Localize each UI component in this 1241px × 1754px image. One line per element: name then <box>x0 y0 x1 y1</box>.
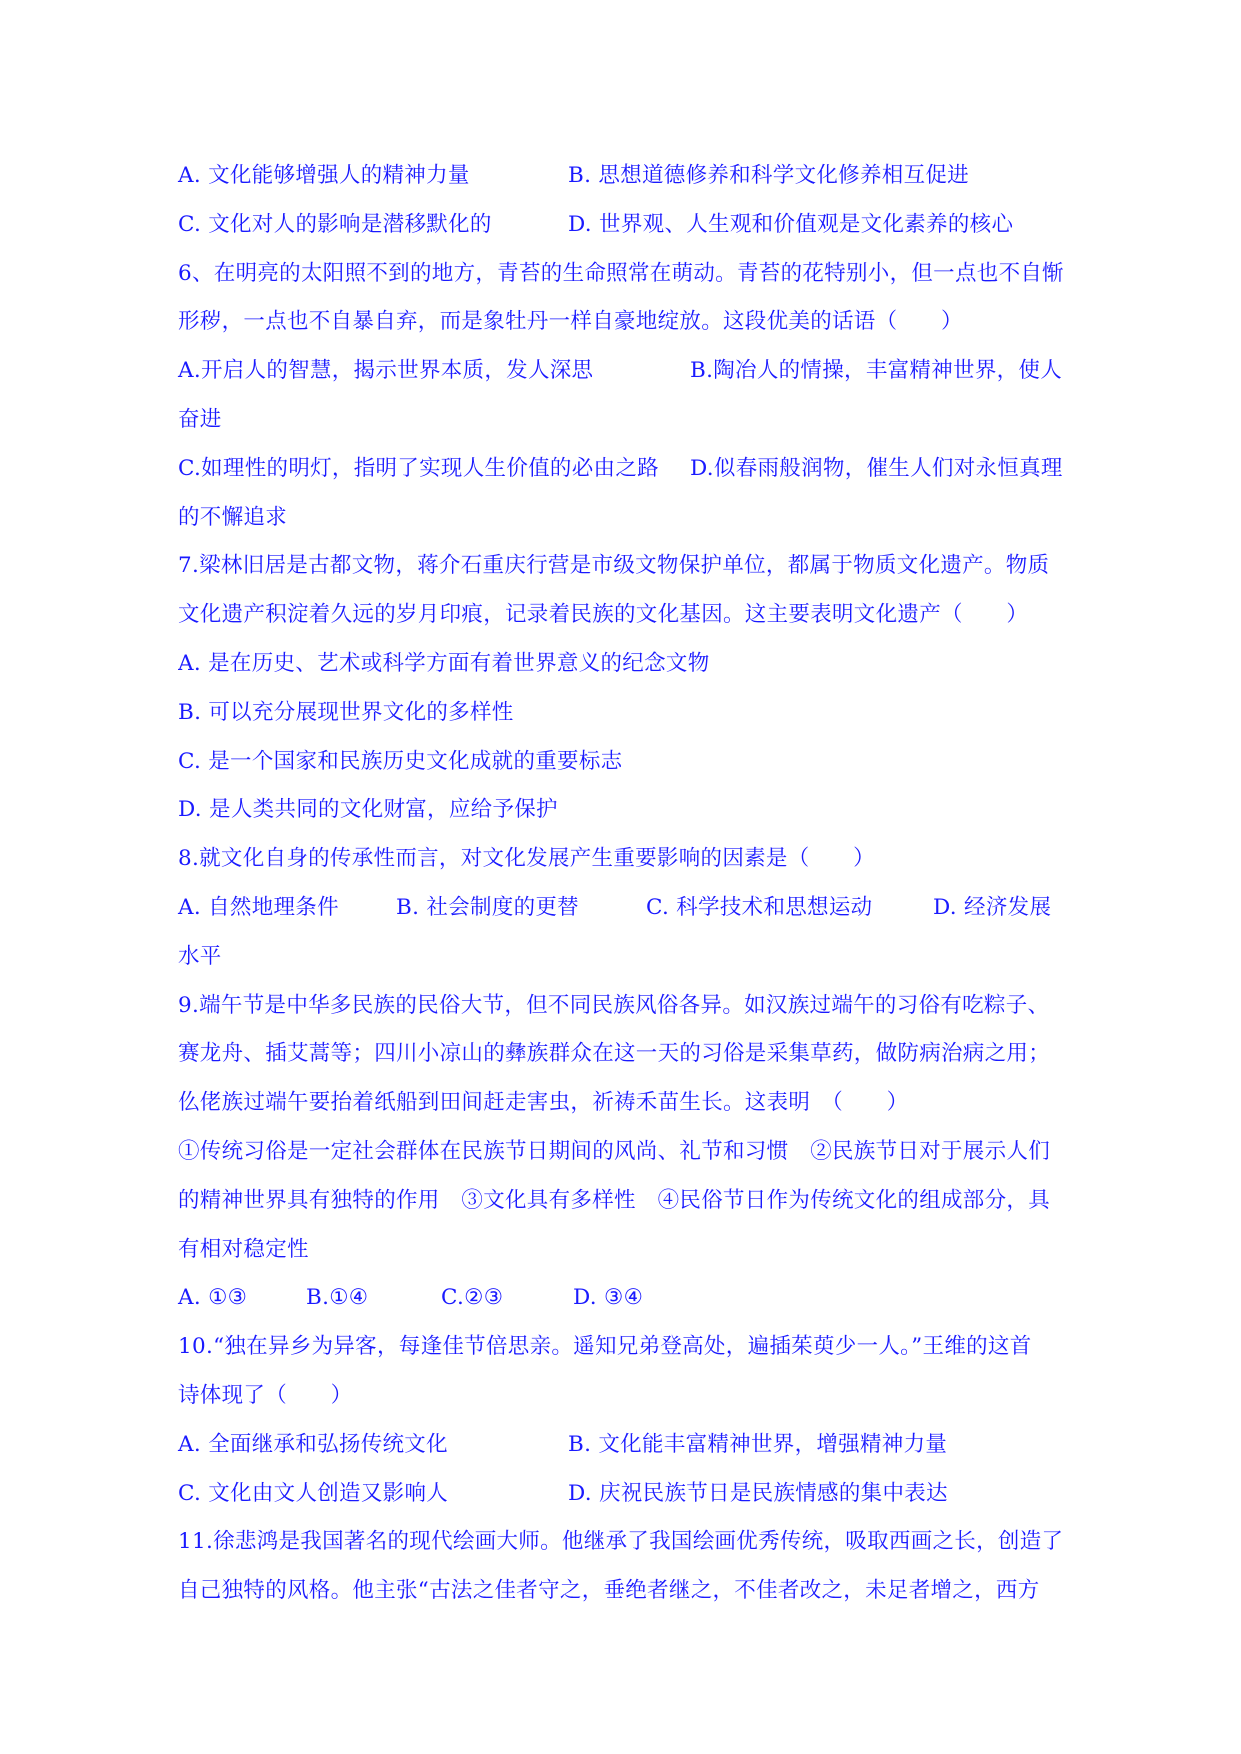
q6-options-row-2 <box>178 445 1068 494</box>
q8-options-row <box>178 884 1068 933</box>
q8-stem: 8.就文化自身的传承性而言，对文化发展产生重要影响的因素是（ ） <box>178 846 875 872</box>
exam-content <box>178 152 1068 1616</box>
q10-options-row-1 <box>178 1421 1068 1470</box>
q9-option-d: D. ③④ <box>573 1285 644 1311</box>
q6-stem-line-2: 形秽，一点也不自暴自弃，而是象牡丹一样自豪地绽放。这段优美的话语（ ） <box>178 309 963 335</box>
q8-option-a: A. 自然地理条件 <box>178 894 339 920</box>
q10-option-d: D. 庆祝民族节日是民族情感的集中表达 <box>568 1480 948 1506</box>
q6-option-c: C.如理性的明灯，指明了实现人生价值的必由之路 <box>178 455 659 481</box>
q8-option-b: B. 社会制度的更替 <box>396 894 579 920</box>
q9-options-row <box>178 1274 1068 1323</box>
q9-option-a: A. ①③ <box>178 1285 248 1311</box>
q5-options-row-2 <box>178 201 1068 250</box>
q10-stem-line-2: 诗体现了（ ） <box>178 1382 353 1408</box>
q10-stem-line-1: 10.“独在异乡为异客，每逢佳节倍思亲。遥知兄弟登高处，遍插茱萸少一人。”王维的这首 <box>178 1334 1032 1360</box>
q8-option-d: D. 经济发展 <box>933 894 1052 920</box>
q10-option-b: B. 文化能丰富精神世界，增强精神力量 <box>568 1431 948 1457</box>
q6-option-d: D.似春雨般润物，催生人们对永恒真理 <box>690 455 1063 481</box>
q9-option-c: C.②③ <box>441 1285 504 1311</box>
q9-items-line-1: ①传统习俗是一定社会群体在民族节日期间的风尚、礼节和习惯 ②民族节日对于展示人们 <box>178 1138 1051 1164</box>
q7-stem-line-2: 文化遗产积淀着久远的岁月印痕，记录着民族的文化基因。这主要表明文化遗产（ ） <box>178 602 1029 628</box>
q7-option-a: A. 是在历史、艺术或科学方面有着世界意义的纪念文物 <box>178 650 710 676</box>
q8-option-d-continued: 水平 <box>178 943 222 969</box>
q5-option-c: C. 文化对人的影响是潜移默化的 <box>178 211 492 237</box>
q9-option-b: B.①④ <box>306 1285 369 1311</box>
q5-option-a: A. 文化能够增强人的精神力量 <box>178 163 470 188</box>
q5-option-d: D. 世界观、人生观和价值观是文化素养的核心 <box>568 211 1014 237</box>
q7-option-b: B. 可以充分展现世界文化的多样性 <box>178 699 514 725</box>
q6-options-row-1 <box>178 347 1068 396</box>
q6-option-d-continued: 的不懈追求 <box>178 504 288 530</box>
q6-stem-line-1: 6、在明亮的太阳照不到的地方，青苔的生命照常在萌动。青苔的花特别小，但一点也不自惭 <box>178 260 1064 286</box>
q9-stem-line-3: 仫佬族过端午要抬着纸船到田间赶走害虫，祈祷禾苗生长。这表明 （ ） <box>178 1090 909 1116</box>
q5-option-b: B. 思想道德修养和科学文化修养相互促进 <box>568 163 969 188</box>
q7-stem-line-1: 7.梁林旧居是古都文物，蒋介石重庆行营是市级文物保护单位，都属于物质文化遗产。物质 <box>178 553 1050 579</box>
q10-options-row-2 <box>178 1470 1068 1519</box>
q11-stem-line-2: 自己独特的风格。他主张“古法之佳者守之，垂绝者继之，不佳者改之，未足者增之，西方 <box>178 1578 1040 1604</box>
q9-items-line-3: 有相对稳定性 <box>178 1236 309 1262</box>
q9-stem-line-1: 9.端午节是中华多民族的民俗大节，但不同民族风俗各异。如汉族过端午的习俗有吃粽子、 <box>178 992 1050 1018</box>
q7-option-d: D. 是人类共同的文化财富，应给予保护 <box>178 797 558 823</box>
q6-option-b: B.陶冶人的情操，丰富精神世界，使人 <box>690 358 1063 384</box>
q9-items-line-2: 的精神世界具有独特的作用 ③文化具有多样性 ④民俗节日作为传统文化的组成部分，具 <box>178 1187 1051 1213</box>
q6-option-b-continued: 奋进 <box>178 406 222 432</box>
q7-option-c: C. 是一个国家和民族历史文化成就的重要标志 <box>178 748 623 774</box>
q11-stem-line-1: 11.徐悲鸿是我国著名的现代绘画大师。他继承了我国绘画优秀传统，吸取西画之长，创造了 <box>178 1529 1064 1555</box>
q6-option-a: A.开启人的智慧，揭示世界本质，发人深思 <box>178 358 594 384</box>
q10-option-a: A. 全面继承和弘扬传统文化 <box>178 1431 448 1457</box>
q9-stem-line-2: 赛龙舟、插艾蒿等；四川小凉山的彝族群众在这一天的习俗是采集草药，做防病治病之用； <box>178 1041 1051 1067</box>
q8-option-c: C. 科学技术和思想运动 <box>646 894 873 920</box>
q10-option-c: C. 文化由文人创造又影响人 <box>178 1480 449 1506</box>
q5-options-row-1 <box>178 152 1068 201</box>
